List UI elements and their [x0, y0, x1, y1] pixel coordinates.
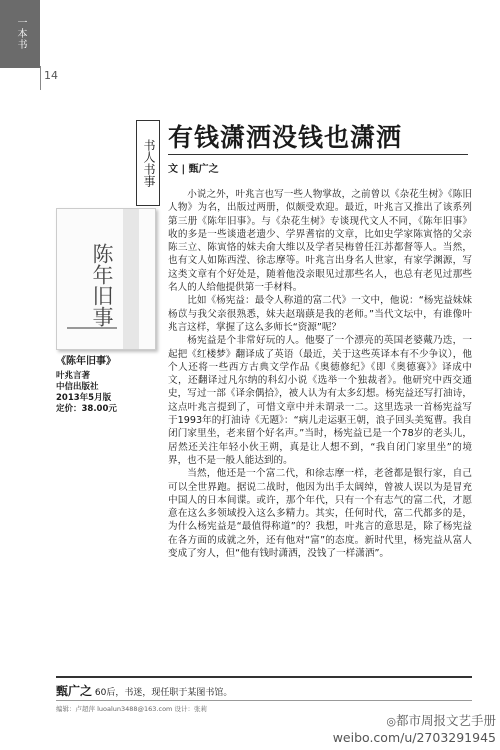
paragraph: 比如《杨宪益：最令人称道的富二代》一文中，他说：“杨宪益妹妹杨苡与我父亲很熟悉，妹夫赵瑞蕻是我的老师。”当代文坛中，有谁像叶兆言这样，掌握了这么多师长“资源”呢？	[168, 295, 472, 333]
paragraph: 杨宪益是个非常好玩的人。他娶了一个漂亮的英国老婆戴乃迭，一起把《红楼梦》翻译成了英语（最近，关于这些英译本有不少争议），他个人还将一些西方古典文学作品《奥德修纪》《即《奥德赛》》译成中文，还翻译过凡尔纳的科幻小说《选举一个独裁者》。他研究中西交通史，写过一部《译余偶拾》，被人认为有太多幻想。杨宪益还写打油诗，这点叶兆言提到了，可惜文章中并未谓录一二。这里选录一首杨宪益写于1993年的打油诗《无题》：“病儿走运驱王朝，浪子回头美冤曹。我自闭门家里坐，老来留个好名声。”当时，杨宪益已是一个78岁的老头儿，居然还关注年轻小伙王朔，真是让人想不到，“我自闭门家里坐”的境界，也不是一般人能达到的。	[168, 335, 472, 466]
page-number: 14	[44, 69, 58, 82]
cover-rule	[67, 327, 117, 329]
article-title: 有钱潇洒没钱也潇洒	[168, 123, 403, 152]
weibo-watermark	[270, 713, 496, 746]
book-publisher: 中信出版社	[56, 382, 99, 392]
paragraph: 当然，他还是一个富二代，和徐志摩一样，老爸都是银行家，自己可以全世界跑。据说二战时，他因为出手太阔绰，曾被人误以为是冒充中国人的日本间谍。或许，那个年代，只有一个有志气的富二代，才愿意在这么多领域投入这么多精力。其实，任何时代，富二代都多的是，为什么杨宪益是“最值得称道”的？我想，叶兆言的意思是，除了杨宪益在各方面的成就之外，还有他对“富”的态度。新时代里，杨宪益从富人变成了穷人，但“他有钱时潇洒，没钱了一样潇洒”。	[168, 468, 472, 560]
book-author: 叶兆言著	[56, 371, 91, 381]
author-bio	[56, 676, 472, 699]
paragraph: 小说之外，叶兆言也写一些人物掌故，之前曾以《杂花生树》《陈旧人物》为名，出版过两册，似颇受欢迎。最近，叶兆言又推出了该系列第三册《陈年旧事》。与《杂花生树》专谈现代文人不同，《陈年旧事》收的多是一些谈遗老遗少、学界耆宿的文章，比如史学家陈寅恪的父亲陈三立、陈寅恪的妹夫俞大维以及学者吴梅曾任江苏都督等人。当然，也有文人如陈西滢、徐志摩等。叶兆言出身名人世家，有家学渊源，写这类文章有个好处是，随着他没亲眼见过那些名人，也总有老见过那些名人的人给他提供第一手材料。	[168, 189, 472, 294]
book-cover-image	[56, 208, 156, 350]
tab-rule	[0, 66, 40, 68]
author-bio-text: 60后，书迷，现任职于某图书馆。	[94, 688, 233, 698]
book-date: 2013年5月版	[56, 393, 112, 403]
author-name: 甄广之	[56, 684, 93, 698]
page-number-divider	[40, 66, 41, 90]
article-body	[168, 188, 472, 560]
title-rule	[168, 154, 468, 155]
book-name: 《陈年旧事》	[56, 356, 116, 367]
book-price: 定价：38.00元	[56, 404, 117, 414]
byline: 文 | 甄广之	[168, 164, 219, 175]
book-info	[56, 356, 156, 415]
section-tag: 书人书事	[136, 120, 160, 206]
watermark-handle: 都市周报文艺手册	[395, 713, 496, 728]
weibo-icon: ◎	[386, 715, 396, 728]
cover-title: 陈年旧事	[90, 243, 114, 327]
watermark-url: weibo.com/u/2703291945	[332, 730, 496, 745]
column-tab: 一本书	[0, 0, 40, 66]
cover-band	[123, 209, 139, 349]
editor-credits: 编辑：卢超萍 luoalun3488@163.com 设计：张莉	[56, 700, 472, 713]
